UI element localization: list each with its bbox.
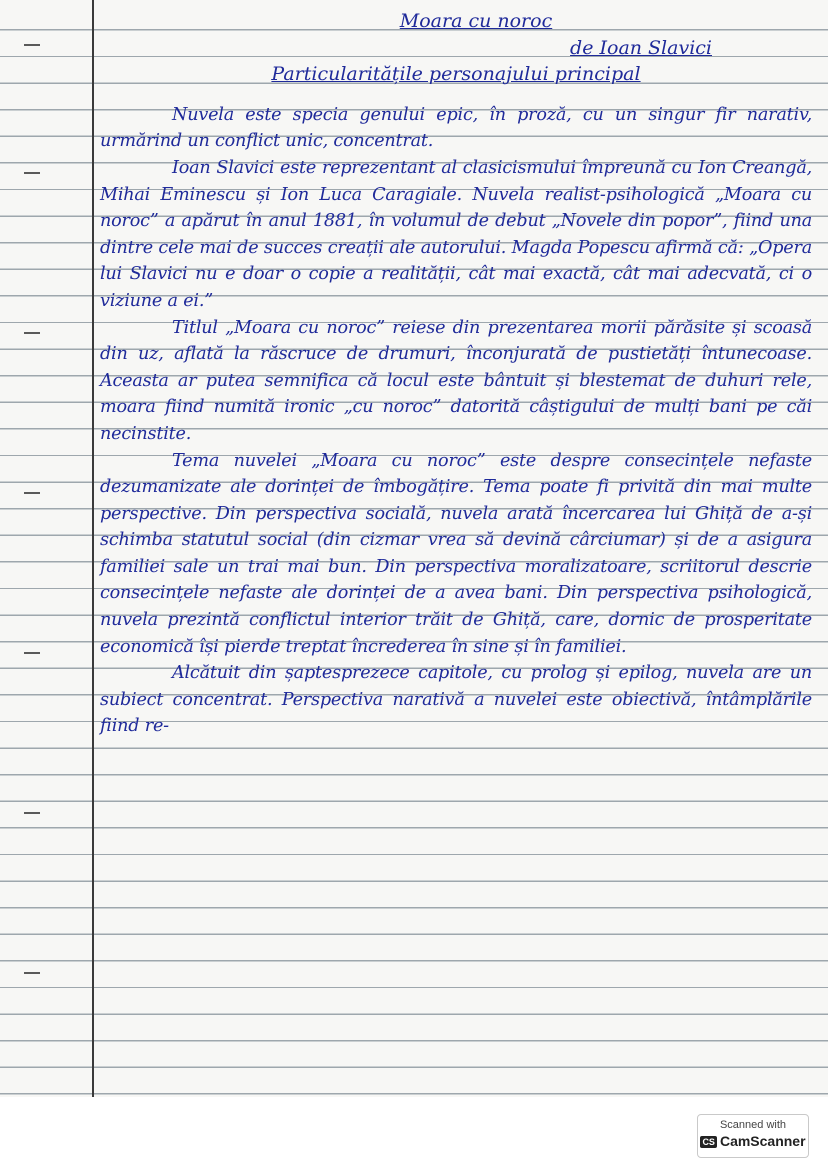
essay-subtitle: Particularitățile personajului principal bbox=[271, 63, 641, 86]
margin-tick bbox=[24, 972, 40, 974]
paragraph: Alcătuit din șaptesprezece capitole, cu prolog și epilog, nuvela are un subiect concentrat. Perspectiva narativă a nuvelei este obiectivă, întâmplările fiind re- bbox=[100, 663, 812, 737]
paragraph: Ioan Slavici este reprezentant al clasicismului împreună cu Ion Creangă, Mihai Eminescu și Ion Luca Caragiale. Nuvela realist-psihologică „Moara cu noroc” a apărut în anul 1881, în volumul de debut „Novele din popor”, fiind una dintre cele mai de succes creații ale autorului. Magda Popescu afirmă că: „Opera lui Slavici nu e doar o copie a realității, cât mai exactă, cât mai adecvată, ci o viziune a ei.” bbox=[100, 157, 812, 311]
essay-author: de Ioan Slavici bbox=[570, 36, 712, 59]
handwritten-essay bbox=[100, 8, 812, 740]
essay-title: Moara cu noroc bbox=[399, 10, 553, 32]
paragraph: Titlul „Moara cu noroc” reiese din prezentarea morii părăsite și scoasă din uz, aflată la răscruce de drumuri, înconjurată de pustietăți întunecoase. Aceasta ar putea semnifica că locul este bântuit și blestemat de duhuri rele, moara fiind numită ironic „cu noroc” datorită câștigului de mulți bani pe căi necinstite. bbox=[100, 317, 812, 444]
margin-tick bbox=[24, 812, 40, 814]
margin-tick bbox=[24, 172, 40, 174]
camscanner-badge bbox=[697, 1114, 809, 1158]
margin-line bbox=[92, 0, 94, 1097]
paragraph: Tema nuvelei „Moara cu noroc” este despre consecințele nefaste dezumanizate ale dorinței de îmbogățire. Tema poate fi privită din mai multe perspective. Din perspectiva socială, nuvela arată încercarea lui Ghiță de a-și schimba statutul social (din cizmar vrea să devină cârciumar) și de a asigura familiei sale un trai mai bun. Din perspectiva moralizatoare, scriitorul descrie consecințele nefaste ale dorinței de a avea bani. Din perspectiva psihologică, nuvela prezintă conflictul interior trăit de Ghiță, care, dornic de prosperitate economică își pierde treptat încrederea în sine și în familiei. bbox=[100, 450, 812, 657]
paragraph: Nuvela este specia genului epic, în proză, cu un singur fir narativ, urmărind un conflict unic, concentrat. bbox=[100, 104, 812, 152]
margin-tick bbox=[24, 332, 40, 334]
badge-caption: Scanned with bbox=[719, 1119, 787, 1131]
margin-tick bbox=[24, 492, 40, 494]
camscanner-logo-icon: CS bbox=[702, 1137, 715, 1147]
essay-body bbox=[100, 102, 812, 740]
margin-tick bbox=[24, 652, 40, 654]
badge-brand bbox=[698, 1133, 808, 1149]
badge-brand-name: CamScanner bbox=[719, 1133, 806, 1149]
margin-tick bbox=[24, 44, 40, 46]
